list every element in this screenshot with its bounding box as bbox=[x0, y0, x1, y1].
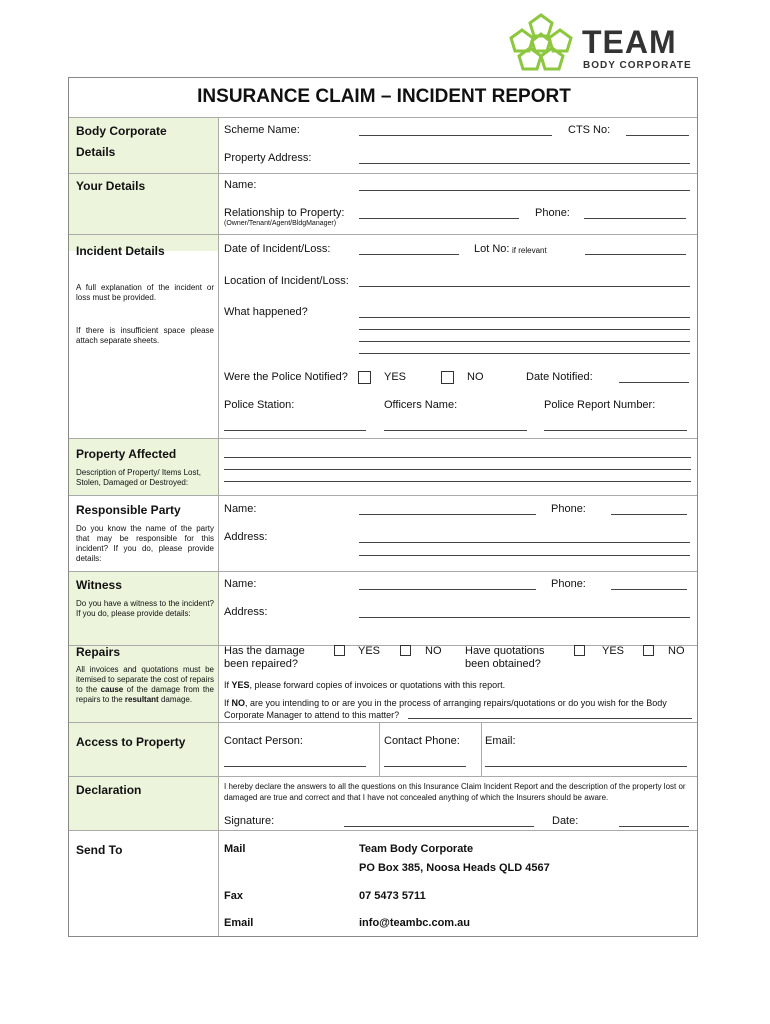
cts-no-field[interactable] bbox=[626, 135, 689, 136]
quotations-label-2: been obtained? bbox=[465, 658, 541, 670]
contact-person-field[interactable] bbox=[224, 766, 366, 767]
location-label: Location of Incident/Loss: bbox=[224, 275, 349, 287]
access-email-field[interactable] bbox=[485, 766, 687, 767]
relationship-note: (Owner/Tenant/Agent/BldgManager) bbox=[224, 220, 337, 227]
quotations-yes-label: YES bbox=[602, 645, 625, 657]
relationship-field[interactable] bbox=[359, 218, 519, 219]
your-name-field[interactable] bbox=[359, 190, 690, 191]
declaration-date-field[interactable] bbox=[619, 826, 689, 827]
responsible-address-field-1[interactable] bbox=[359, 542, 690, 543]
if-yes-text: If YES, please forward copies of invoices or quotations with this report. bbox=[224, 680, 506, 690]
damage-repaired-label-2: been repaired? bbox=[224, 658, 299, 670]
if-no-field[interactable] bbox=[408, 718, 692, 719]
your-phone-label: Phone: bbox=[535, 207, 570, 219]
lot-no-field[interactable] bbox=[585, 254, 686, 255]
row-divider bbox=[69, 830, 697, 831]
fax-label: Fax bbox=[224, 890, 243, 902]
report-number-label: Police Report Number: bbox=[544, 399, 656, 411]
lot-no-label: Lot No: bbox=[474, 243, 510, 255]
column-divider bbox=[379, 722, 380, 776]
logo-subtitle: BODY CORPORATE bbox=[583, 60, 692, 71]
report-number-field[interactable] bbox=[544, 430, 687, 431]
your-details-heading: Your Details bbox=[76, 179, 146, 193]
declaration-date-label: Date: bbox=[552, 815, 579, 827]
incident-note-2: If there is insufficient space please attach separate sheets. bbox=[76, 326, 214, 345]
row-divider bbox=[69, 117, 697, 118]
mail-name: Team Body Corporate bbox=[359, 843, 474, 855]
row-divider bbox=[69, 571, 697, 572]
police-station-label: Police Station: bbox=[224, 399, 295, 411]
officers-name-field[interactable] bbox=[384, 430, 527, 431]
quotations-no-label: NO bbox=[668, 645, 685, 657]
body-corporate-heading-2: Details bbox=[76, 145, 116, 159]
lot-no-note: if relevant bbox=[512, 246, 547, 255]
row-divider bbox=[69, 776, 697, 777]
location-field[interactable] bbox=[359, 286, 690, 287]
police-no-checkbox[interactable] bbox=[441, 371, 454, 384]
cts-no-label: CTS No: bbox=[568, 124, 611, 136]
email-address[interactable]: info@teambc.com.au bbox=[359, 917, 470, 929]
property-affected-heading: Property Affected bbox=[76, 447, 177, 461]
property-affected-field-2[interactable] bbox=[224, 469, 691, 470]
what-happened-field-4[interactable] bbox=[359, 353, 690, 354]
email-label: Email bbox=[224, 917, 254, 929]
witness-address-field[interactable] bbox=[359, 617, 690, 618]
witness-name-label: Name: bbox=[224, 578, 257, 590]
team-logo bbox=[508, 12, 698, 74]
your-name-label: Name: bbox=[224, 179, 257, 191]
form-title: INSURANCE CLAIM – INCIDENT REPORT bbox=[197, 86, 571, 107]
property-address-field[interactable] bbox=[359, 163, 690, 164]
what-happened-field-1[interactable] bbox=[359, 317, 690, 318]
repairs-note: All invoices and quotations must be itemised to separate the cost of repairs to the cause of the damage from the repairs to the resultant damage. bbox=[76, 665, 214, 704]
scheme-name-label: Scheme Name: bbox=[224, 124, 300, 136]
incident-date-field[interactable] bbox=[359, 254, 459, 255]
scheme-name-field[interactable] bbox=[359, 135, 552, 136]
responsible-address-label: Address: bbox=[224, 531, 268, 543]
column-divider bbox=[481, 722, 482, 776]
relationship-label: Relationship to Property: bbox=[224, 207, 345, 219]
row-divider bbox=[69, 495, 697, 496]
quotations-label: Have quotations bbox=[465, 645, 545, 657]
row-divider bbox=[69, 438, 697, 439]
officers-name-label: Officers Name: bbox=[384, 399, 458, 411]
logo-title: TEAM bbox=[582, 24, 677, 60]
police-station-field[interactable] bbox=[224, 430, 366, 431]
police-no-label: NO bbox=[467, 371, 484, 383]
what-happened-field-2[interactable] bbox=[359, 329, 690, 330]
repaired-yes-checkbox[interactable] bbox=[334, 645, 345, 656]
mail-label: Mail bbox=[224, 843, 246, 855]
responsible-name-field[interactable] bbox=[359, 514, 536, 515]
repaired-yes-label: YES bbox=[358, 645, 381, 657]
responsible-phone-field[interactable] bbox=[611, 514, 687, 515]
property-affected-field-3[interactable] bbox=[224, 481, 691, 482]
witness-name-field[interactable] bbox=[359, 589, 536, 590]
witness-heading: Witness bbox=[76, 578, 122, 592]
witness-address-label: Address: bbox=[224, 606, 268, 618]
contact-phone-field[interactable] bbox=[384, 766, 466, 767]
signature-field[interactable] bbox=[344, 826, 534, 827]
responsible-address-field-2[interactable] bbox=[359, 555, 690, 556]
responsible-party-note: Do you know the name of the party that may be responsible for this incident? If you do, please provide details: bbox=[76, 524, 214, 563]
mail-address: PO Box 385, Noosa Heads QLD 4567 bbox=[359, 862, 550, 874]
quotations-yes-checkbox[interactable] bbox=[574, 645, 585, 656]
property-affected-field-1[interactable] bbox=[224, 457, 691, 458]
witness-phone-label: Phone: bbox=[551, 578, 586, 590]
repairs-heading: Repairs bbox=[76, 645, 121, 659]
responsible-name-label: Name: bbox=[224, 503, 257, 515]
contact-phone-label: Contact Phone: bbox=[384, 735, 460, 747]
responsible-phone-label: Phone: bbox=[551, 503, 586, 515]
property-affected-note: Description of Property/ Items Lost, Stolen, Damaged or Destroyed: bbox=[76, 468, 201, 487]
incident-date-label: Date of Incident/Loss: bbox=[224, 243, 331, 255]
incident-report-form bbox=[68, 77, 698, 937]
access-heading: Access to Property bbox=[76, 735, 186, 749]
property-address-label: Property Address: bbox=[224, 152, 312, 164]
if-no-text: If NO, are you intending to or are you in the process of arranging repairs/quotations or do you wish for the Body Corporate Manager to attend to this matter? bbox=[224, 698, 667, 720]
declaration-text: I hereby declare the answers to all the questions on this Insurance Claim Incident Report and the description of the property lost or damaged are true and correct and that I have not concealed anything of which the Insurers should be aware. bbox=[224, 782, 686, 802]
what-happened-field-3[interactable] bbox=[359, 341, 690, 342]
date-notified-field[interactable] bbox=[619, 382, 689, 383]
access-email-label: Email: bbox=[485, 735, 516, 747]
date-notified-label: Date Notified: bbox=[526, 371, 593, 383]
repaired-no-label: NO bbox=[425, 645, 442, 657]
what-happened-label: What happened? bbox=[224, 306, 308, 318]
contact-person-label: Contact Person: bbox=[224, 735, 303, 747]
responsible-party-heading: Responsible Party bbox=[76, 503, 181, 517]
pentagon-logo-icon bbox=[508, 12, 574, 74]
police-notified-label: Were the Police Notified? bbox=[224, 371, 348, 383]
column-divider bbox=[218, 117, 219, 936]
fax-number: 07 5473 5711 bbox=[359, 890, 426, 902]
repaired-no-checkbox[interactable] bbox=[400, 645, 411, 656]
body-corporate-heading: Body Corporate bbox=[76, 124, 167, 138]
declaration-heading: Declaration bbox=[76, 783, 142, 797]
witness-phone-field[interactable] bbox=[611, 589, 687, 590]
witness-note: Do you have a witness to the incident? If you do, please provide details: bbox=[76, 599, 214, 618]
damage-repaired-label: Has the damage bbox=[224, 645, 305, 657]
access-cell-bg bbox=[69, 722, 218, 776]
quotations-no-checkbox[interactable] bbox=[643, 645, 654, 656]
your-phone-field[interactable] bbox=[584, 218, 686, 219]
row-divider bbox=[69, 173, 697, 174]
signature-label: Signature: bbox=[224, 815, 275, 827]
row-divider bbox=[69, 722, 697, 723]
police-yes-label: YES bbox=[384, 371, 407, 383]
incident-note-1: A full explanation of the incident or loss must be provided. bbox=[76, 283, 214, 302]
send-to-heading: Send To bbox=[76, 843, 123, 857]
incident-details-heading: Incident Details bbox=[76, 244, 165, 258]
row-divider bbox=[69, 234, 697, 235]
police-yes-checkbox[interactable] bbox=[358, 371, 371, 384]
